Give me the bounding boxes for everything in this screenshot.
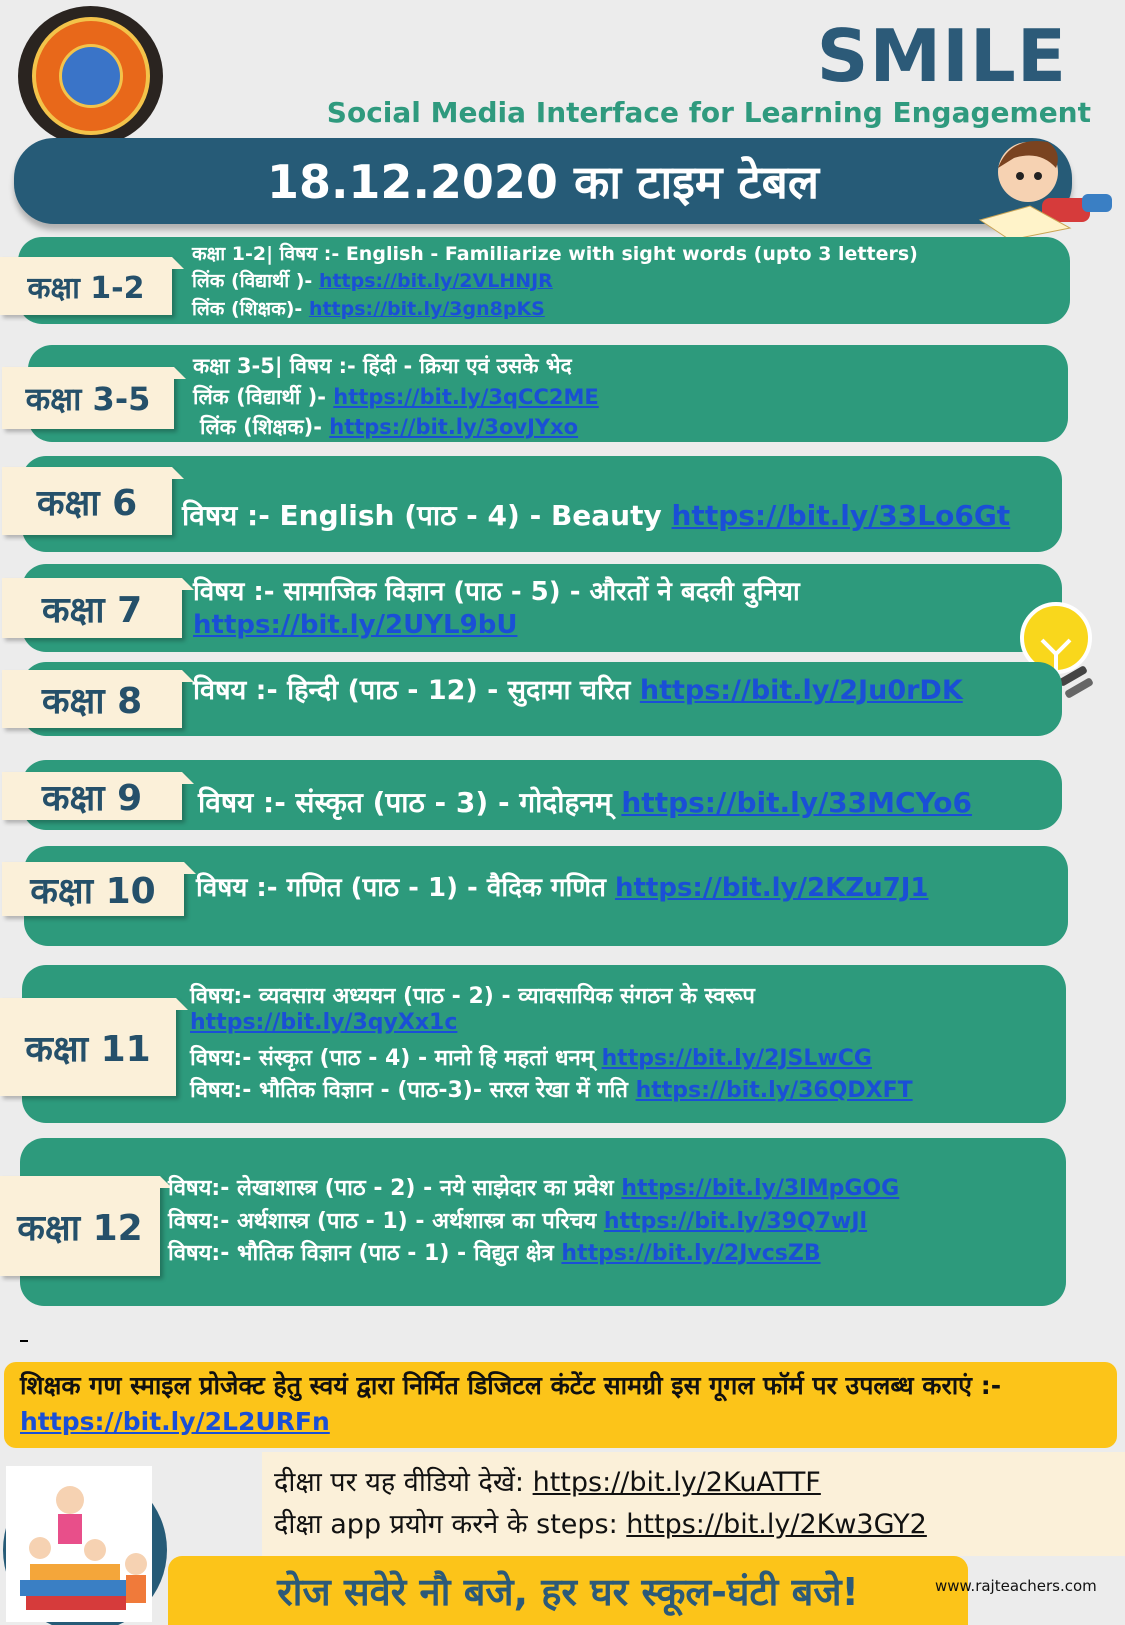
- department-logo: [18, 6, 163, 146]
- subject-text: विषय:- लेखाशास्त्र (पाठ - 2) - नये साझेदार का प्रवेश: [168, 1176, 614, 1201]
- link-label: लिंक (विद्यार्थी )-: [193, 385, 326, 409]
- lesson-link[interactable]: https://bit.ly/33MCYo6: [621, 786, 972, 819]
- student-link-line: [192, 267, 553, 293]
- subject-text: विषय :- संस्कृत (पाठ - 3) - गोदोहनम्: [198, 786, 612, 819]
- lesson-link[interactable]: https://bit.ly/2Ju0rDK: [639, 675, 963, 706]
- diksha-video-link[interactable]: https://bit.ly/2KuATTF: [532, 1467, 821, 1498]
- subject-line: [198, 783, 972, 821]
- link-label: लिंक (विद्यार्थी )-: [192, 270, 313, 292]
- subject-text: विषय:- भौतिक विज्ञान - (पाठ-3)- सरल रेखा में गति: [190, 1078, 628, 1103]
- lesson-link[interactable]: https://bit.ly/2JSLwCG: [601, 1046, 872, 1071]
- diksha-app-link[interactable]: https://bit.ly/2Kw3GY2: [626, 1509, 927, 1540]
- lesson-link[interactable]: https://bit.ly/3qyXx1c: [190, 1010, 458, 1035]
- lesson-link[interactable]: https://bit.ly/2KZu7J1: [614, 873, 929, 903]
- website-credit: www.rajteachers.com: [935, 1577, 1097, 1595]
- diksha-info-box: [262, 1452, 1125, 1556]
- brand-title: SMILE: [816, 14, 1067, 98]
- subject-line: [168, 1237, 821, 1267]
- student-link-line: [193, 383, 599, 411]
- class-label: कक्षा 12: [0, 1176, 160, 1276]
- subject-line: कक्षा 3-5| विषय :- हिंदी - क्रिया एवं उसके भेद: [193, 354, 572, 378]
- google-form-link[interactable]: https://bit.ly/2L2URFn: [20, 1407, 330, 1436]
- class-label: कक्षा 9: [2, 772, 182, 820]
- diksha-label: दीक्षा app प्रयोग करने के steps:: [274, 1509, 618, 1540]
- subject-text: विषय:- भौतिक विज्ञान (पाठ - 1) - विद्युत क्षेत्र: [168, 1241, 554, 1266]
- diksha-video-line: [274, 1462, 821, 1499]
- subject-text: विषय :- गणित (पाठ - 1) - वैदिक गणित: [196, 873, 606, 903]
- teacher-notice: [4, 1362, 1117, 1448]
- footer-slogan-bar: [168, 1556, 968, 1625]
- subject-text: विषय :- English (पाठ - 4) - Beauty: [182, 499, 662, 532]
- teacher-link[interactable]: https://bit.ly/3gn8pKS: [308, 298, 545, 320]
- subject-line: [168, 1172, 899, 1202]
- student-link[interactable]: https://bit.ly/3qCC2ME: [333, 385, 599, 409]
- class-label: कक्षा 11: [0, 998, 176, 1096]
- diksha-app-line: [274, 1504, 927, 1541]
- notice-text: शिक्षक गण स्माइल प्रोजेक्ट हेतु स्वयं द्वारा निर्मित डिजिटल कंटेंट सामग्री इस गूगल फॉर्म पर उपलब्ध कराएं :-: [20, 1371, 1002, 1400]
- class-label: कक्षा 3-5: [2, 367, 174, 429]
- lesson-link[interactable]: https://bit.ly/33Lo6Gt: [671, 499, 1011, 532]
- subject-text: विषय:- व्यवसाय अध्ययन (पाठ - 2) - व्यावसायिक संगठन के स्वरूप: [190, 984, 755, 1009]
- page-title-bar: [14, 138, 1072, 224]
- subject-line: [182, 496, 1010, 534]
- class-label: कक्षा 10: [2, 862, 184, 916]
- subject-line: [190, 1042, 872, 1072]
- teacher-link-line: [200, 413, 578, 441]
- teacher-link[interactable]: https://bit.ly/3ovJYxo: [329, 415, 579, 439]
- lesson-link[interactable]: https://bit.ly/36QDXFT: [635, 1078, 913, 1103]
- subject-text: विषय :- हिन्दी (पाठ - 12) - सुदामा चरित: [193, 675, 631, 706]
- subject-line: [168, 1205, 867, 1235]
- subject-text: विषय:- संस्कृत (पाठ - 4) - मानो हि महतां धनम्: [190, 1046, 594, 1071]
- subject-line: [193, 670, 963, 707]
- student-link[interactable]: https://bit.ly/2VLHNJR: [318, 270, 553, 292]
- lesson-link[interactable]: https://bit.ly/2UYL9bU: [193, 610, 518, 640]
- class-label: कक्षा 8: [2, 670, 182, 728]
- subject-line: [196, 868, 928, 904]
- subject-line: [190, 1074, 913, 1104]
- brand-subtitle: Social Media Interface for Learning Engagement: [326, 96, 1091, 129]
- teacher-link-line: [192, 295, 545, 321]
- footer-slogan: रोज सवेरे नौ बजे, हर घर स्कूल-घंटी बजे!: [277, 1569, 859, 1614]
- subject-text: विषय:- अर्थशास्त्र (पाठ - 1) - अर्थशास्त्र का परिचय: [168, 1209, 597, 1234]
- lesson-link[interactable]: https://bit.ly/3lMpGOG: [621, 1176, 900, 1201]
- link-label: लिंक (शिक्षक)-: [192, 298, 303, 320]
- class-label: कक्षा 6: [2, 467, 172, 535]
- subject-line: कक्षा 1-2| विषय :- English - Familiarize with sight words (upto 3 letters): [192, 243, 918, 265]
- diksha-label: दीक्षा पर यह वीडियो देखें:: [274, 1467, 525, 1498]
- subject-text: विषय :- सामाजिक विज्ञान (पाठ - 5) - औरतों ने बदली दुनिया: [193, 577, 800, 607]
- class-label: कक्षा 7: [2, 578, 182, 638]
- page-title: 18.12.2020 का टाइम टेबल: [266, 155, 820, 209]
- reading-boy-illustration: [970, 128, 1120, 243]
- kids-books-illustration: [0, 1460, 170, 1625]
- lesson-link[interactable]: https://bit.ly/39Q7wJl: [603, 1209, 868, 1234]
- class-label: कक्षा 1-2: [0, 257, 172, 315]
- link-label: लिंक (शिक्षक)-: [200, 415, 322, 439]
- divider-mark: [20, 1340, 28, 1342]
- lesson-link[interactable]: https://bit.ly/2JvcsZB: [561, 1241, 821, 1266]
